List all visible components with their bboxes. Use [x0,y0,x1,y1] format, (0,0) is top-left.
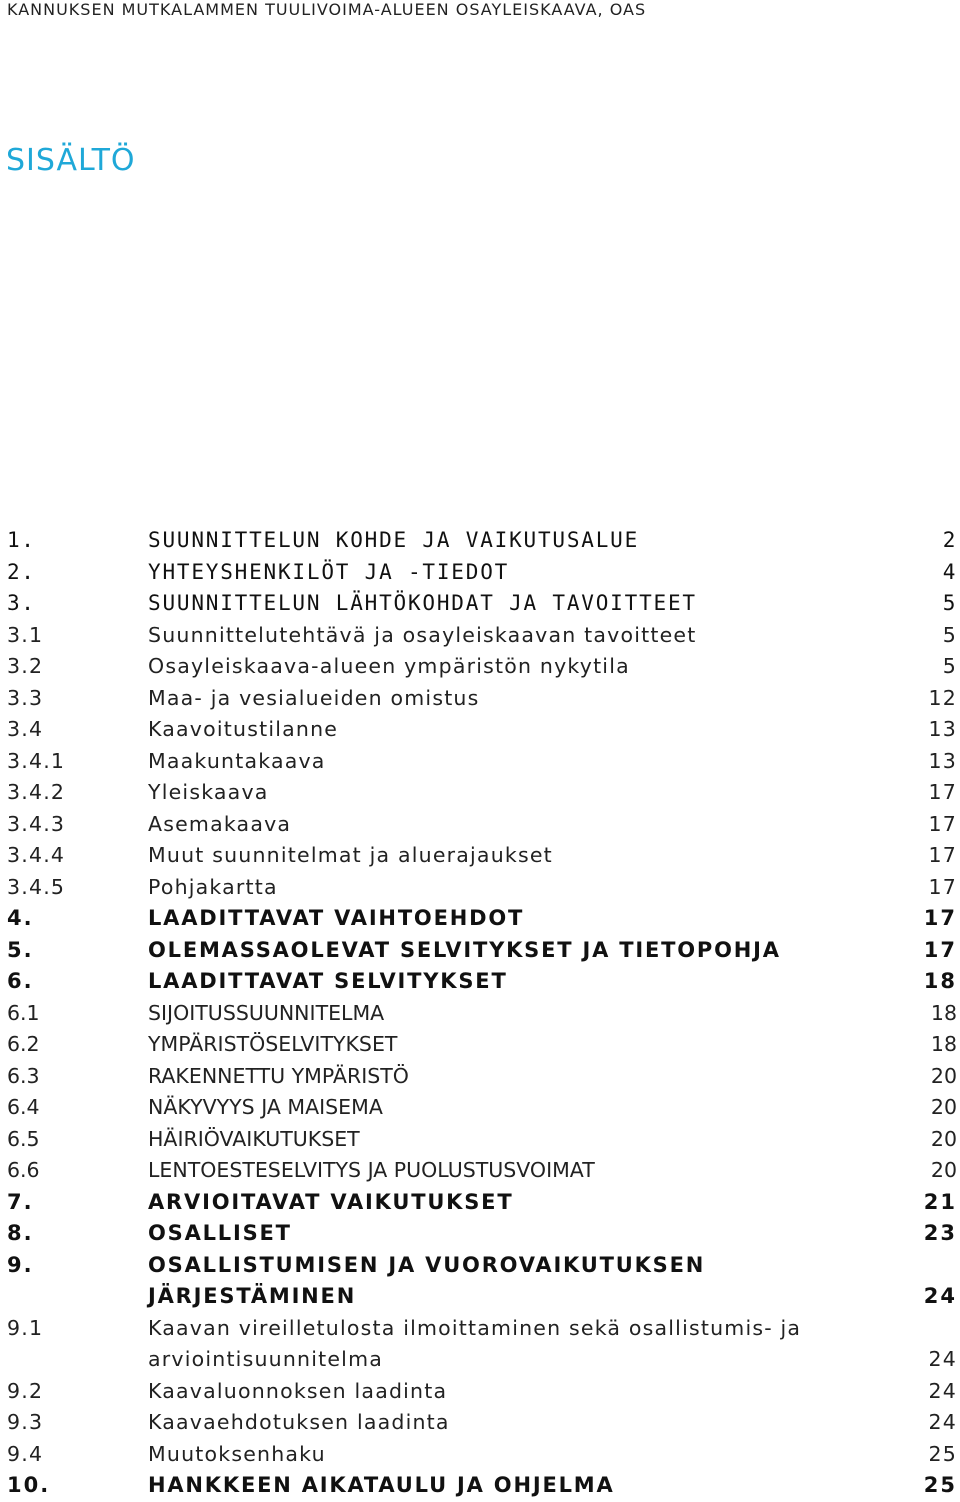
toc-title: OSALLISET [148,1221,292,1245]
toc-number: 3.4.4 [7,843,66,867]
toc-number: 3.4.5 [7,874,66,899]
toc-number: 9. [7,1252,34,1277]
toc-entry-9-1[interactable] [7,1313,957,1376]
toc-page: 21 [923,1189,957,1214]
toc-page: 5 [942,591,957,615]
toc-number: 5. [7,937,34,962]
toc-entry-3-4-1[interactable] [7,746,957,778]
toc-number: 4. [7,906,34,930]
toc-entry-6-1[interactable] [7,998,957,1030]
toc-number: 3.4.1 [7,748,66,773]
toc-title: NÄKYVYYS JA MAISEMA [148,1095,383,1119]
toc-number: 6. [7,969,34,993]
toc-page: 2 [942,528,957,552]
toc-page: 24 [928,1410,957,1434]
toc-number: 3.4.2 [7,780,66,804]
toc-entry-9-3[interactable] [7,1407,957,1439]
toc-entry-3-2[interactable] [7,651,957,683]
toc-page: 17 [928,780,957,804]
toc-number: 3.4 [7,717,44,741]
toc-entry-6-6[interactable] [7,1155,957,1187]
toc-page: 17 [923,937,957,962]
toc-number: 9.4 [7,1441,44,1466]
toc-title: Kaavan vireilletulosta ilmoittaminen sekä osallistumis- ja arviointisuunnitelma [148,1315,802,1371]
toc-number: 3.4.3 [7,811,66,836]
toc-entry-7[interactable] [7,1187,957,1219]
toc-entry-9[interactable] [7,1250,957,1313]
toc-title: SUUNNITTELUN KOHDE JA VAIKUTUSALUE [148,528,640,552]
toc-title: YHTEYSHENKILÖT JA -TIEDOT [148,559,510,584]
toc-number: 6.5 [7,1126,40,1151]
toc-page: 13 [928,748,957,773]
toc-entry-3[interactable] [7,588,957,620]
toc-number: 10. [7,1473,51,1497]
toc-entry-8[interactable] [7,1218,957,1250]
toc-page: 18 [930,1000,957,1025]
table-of-contents [7,525,957,1502]
toc-number: 9.2 [7,1378,44,1403]
toc-page: 24 [923,1284,957,1308]
toc-entry-10[interactable] [7,1470,957,1502]
toc-number: 9.1 [7,1315,44,1340]
toc-entry-3-4-5[interactable] [7,872,957,904]
toc-title: YMPÄRISTÖSELVITYKSET [148,1032,398,1056]
toc-entry-4[interactable] [7,903,957,935]
toc-title: Yleiskaava [148,780,269,804]
toc-entry-3-4[interactable] [7,714,957,746]
toc-page: 17 [928,811,957,836]
toc-page: 24 [928,1378,957,1403]
toc-entry-3-4-3[interactable] [7,809,957,841]
toc-page: 17 [928,874,957,899]
toc-title: OSALLISTUMISEN JA VUOROVAIKUTUKSEN JÄRJESTÄMINEN [148,1252,706,1308]
toc-number: 6.3 [7,1063,40,1088]
toc-title: Kaavaluonnoksen laadinta [148,1378,448,1403]
toc-number: 9.3 [7,1410,44,1434]
toc-title: LAADITTAVAT VAIHTOEHDOT [148,906,525,930]
toc-number: 6.2 [7,1032,40,1056]
toc-page: 20 [930,1063,957,1088]
page-title: SISÄLTÖ [6,143,136,178]
toc-title: HÄIRIÖVAIKUTUKSET [148,1126,360,1151]
toc-title: Muutoksenhaku [148,1441,326,1466]
toc-title: Maa- ja vesialueiden omistus [148,685,480,710]
toc-title: Pohjakartta [148,874,278,899]
toc-title: ARVIOITAVAT VAIKUTUKSET [148,1189,514,1214]
toc-page: 5 [942,622,957,647]
toc-entry-9-4[interactable] [7,1439,957,1471]
toc-title: Maakuntakaava [148,748,326,773]
toc-page: 13 [928,717,957,741]
running-header: KANNUKSEN MUTKALAMMEN TUULIVOIMA-ALUEEN OSAYLEISKAAVA, OAS [7,0,647,19]
toc-number: 3.3 [7,685,44,710]
toc-page: 4 [942,559,957,584]
toc-entry-3-3[interactable] [7,683,957,715]
toc-title: SIJOITUSSUUNNITELMA [148,1000,385,1025]
toc-entry-9-2[interactable] [7,1376,957,1408]
toc-title: LAADITTAVAT SELVITYKSET [148,969,508,993]
toc-number: 6.1 [7,1000,40,1025]
toc-number: 3.1 [7,622,44,647]
toc-title: RAKENNETTU YMPÄRISTÖ [148,1063,409,1088]
toc-page: 18 [930,1032,957,1056]
toc-page: 24 [928,1347,957,1371]
toc-entry-6-3[interactable] [7,1061,957,1093]
toc-number: 7. [7,1189,34,1214]
toc-title: Suunnittelutehtävä ja osayleiskaavan tavoitteet [148,622,697,647]
toc-page: 20 [930,1095,957,1119]
toc-title: Kaavaehdotuksen laadinta [148,1410,450,1434]
toc-page: 17 [928,843,957,867]
toc-entry-6-2[interactable] [7,1029,957,1061]
toc-number: 2. [7,559,36,584]
toc-entry-1[interactable] [7,525,957,557]
toc-page: 12 [928,685,957,710]
toc-page: 18 [923,969,957,993]
toc-title: Muut suunnitelmat ja aluerajaukset [148,843,553,867]
toc-number: 3.2 [7,654,44,678]
toc-number: 6.6 [7,1158,40,1182]
toc-page: 20 [930,1158,957,1182]
toc-number: 8. [7,1221,34,1245]
toc-page: 25 [928,1441,957,1466]
toc-entry-3-4-2[interactable] [7,777,957,809]
toc-title: HANKKEEN AIKATAULU JA OHJELMA [148,1473,615,1497]
toc-entry-6-5[interactable] [7,1124,957,1156]
toc-number: 3. [7,591,36,615]
toc-page: 20 [930,1126,957,1151]
toc-page: 5 [942,654,957,678]
toc-entry-6[interactable] [7,966,957,998]
toc-entry-3-1[interactable] [7,620,957,652]
toc-number: 1. [7,528,36,552]
toc-entry-2[interactable] [7,557,957,589]
toc-title: Osayleiskaava-alueen ympäristön nykytila [148,654,630,678]
toc-page: 23 [923,1221,957,1245]
toc-entry-3-4-4[interactable] [7,840,957,872]
toc-title: LENTOESTESELVITYS JA PUOLUSTUSVOIMAT [148,1158,595,1182]
toc-title: Kaavoitustilanne [148,717,339,741]
toc-page: 25 [923,1473,957,1497]
toc-page: 17 [923,906,957,930]
toc-title: OLEMASSAOLEVAT SELVITYKSET JA TIETOPOHJA [148,937,781,962]
toc-title: SUUNNITTELUN LÄHTÖKOHDAT JA TAVOITTEET [148,591,697,615]
toc-entry-5[interactable] [7,935,957,967]
toc-number: 6.4 [7,1095,40,1119]
toc-entry-6-4[interactable] [7,1092,957,1124]
toc-title: Asemakaava [148,811,292,836]
